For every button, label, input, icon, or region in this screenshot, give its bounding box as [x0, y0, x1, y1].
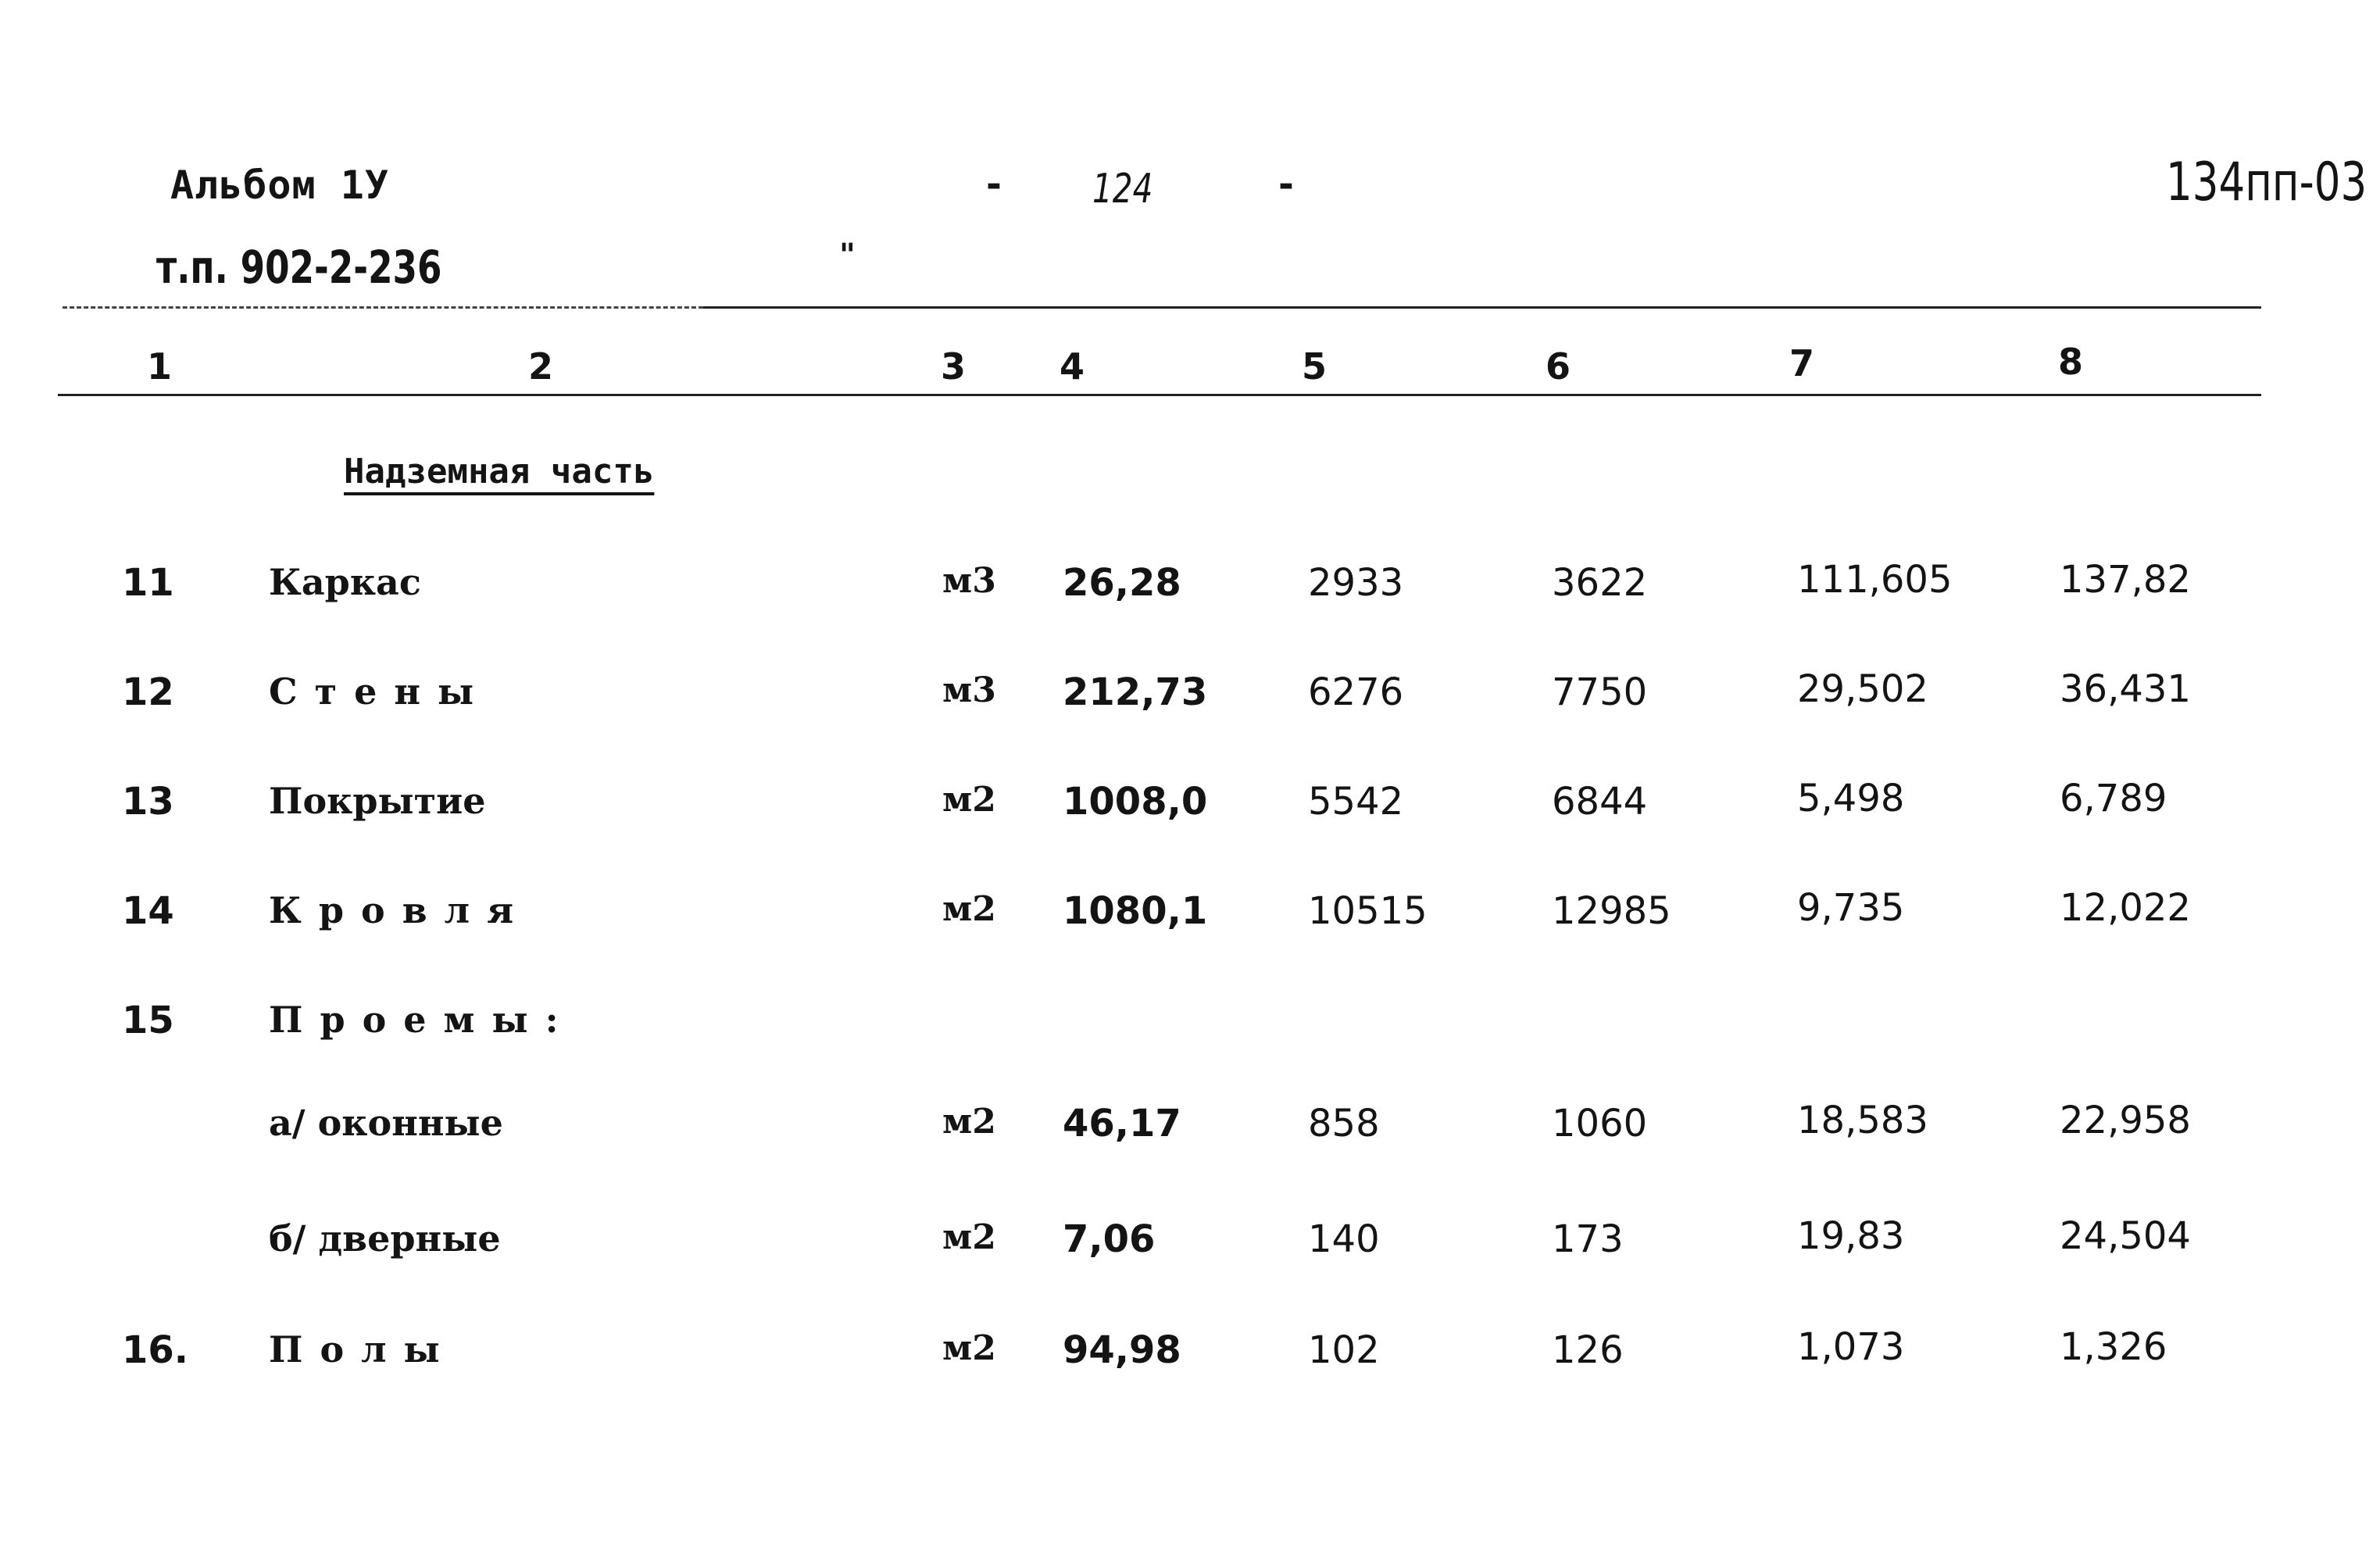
- row-unit: м3: [942, 670, 996, 710]
- row-number: 16.: [122, 1328, 189, 1372]
- cell-col-5: 102: [1308, 1328, 1380, 1372]
- row-number: 14: [122, 889, 174, 933]
- top-rule: [703, 306, 2261, 309]
- cell-col-6: 126: [1552, 1328, 1624, 1372]
- row-number: 12: [122, 670, 174, 714]
- cell-col-5: 2933: [1308, 561, 1404, 605]
- top-rule-left: [63, 306, 703, 309]
- album-label: Альбом 1У: [170, 163, 389, 208]
- column-number: 8: [2058, 341, 2084, 383]
- cell-col-7: 111,605: [1797, 558, 1953, 602]
- cell-col-5: 858: [1308, 1102, 1380, 1145]
- row-name: Покрытие: [269, 780, 486, 822]
- cell-col-6: 7750: [1552, 670, 1648, 714]
- cell-col-7: 19,83: [1797, 1214, 1905, 1258]
- row-unit: м2: [942, 889, 996, 929]
- cell-col-8: 22,958: [2060, 1099, 2191, 1142]
- cell-col-6: 173: [1552, 1217, 1624, 1261]
- cell-col-8: 24,504: [2060, 1214, 2191, 1258]
- row-name: Стены: [269, 670, 491, 713]
- cell-col-8: 36,431: [2060, 667, 2191, 711]
- cell-col-4: 94,98: [1063, 1328, 1181, 1372]
- row-unit: м2: [942, 780, 996, 820]
- row-number: 15: [122, 999, 174, 1042]
- cell-col-5: 5542: [1308, 780, 1404, 824]
- cell-col-4: 1008,0: [1063, 780, 1208, 824]
- column-number: 1: [147, 345, 173, 388]
- page-dash-right: -: [1278, 163, 1294, 206]
- row-name: Полы: [269, 1328, 457, 1371]
- column-number: 5: [1302, 345, 1328, 388]
- tick-mark: ": [839, 238, 856, 273]
- row-name: Каркас: [269, 561, 421, 603]
- row-name: а/ оконные: [269, 1102, 503, 1144]
- cell-col-7: 9,735: [1797, 886, 1905, 930]
- row-unit: м2: [942, 1217, 996, 1257]
- cell-col-4: 212,73: [1063, 670, 1208, 714]
- cell-col-8: 137,82: [2060, 558, 2191, 602]
- sheet-code: 134пп-03: [2166, 152, 2367, 213]
- column-number: 7: [1789, 342, 1815, 384]
- cell-col-6: 12985: [1552, 889, 1671, 933]
- column-number: 2: [528, 345, 554, 388]
- cell-col-7: 29,502: [1797, 667, 1928, 711]
- cell-col-4: 1080,1: [1063, 889, 1208, 933]
- column-number-rule: [58, 394, 2261, 396]
- cell-col-4: 46,17: [1063, 1102, 1181, 1145]
- cell-col-4: 7,06: [1063, 1217, 1156, 1261]
- row-name: б/ дверные: [269, 1217, 501, 1260]
- page-dash-left: -: [986, 163, 1002, 206]
- column-number: 6: [1546, 345, 1571, 388]
- row-unit: м2: [942, 1102, 996, 1142]
- column-number: 3: [941, 345, 967, 388]
- cell-col-6: 1060: [1552, 1102, 1648, 1145]
- cell-col-5: 10515: [1308, 889, 1428, 933]
- row-unit: м2: [942, 1328, 996, 1368]
- column-number: 4: [1060, 345, 1085, 388]
- row-name: Проемы:: [269, 999, 576, 1041]
- cell-col-8: 12,022: [2060, 886, 2191, 930]
- row-number: 11: [122, 561, 174, 605]
- cell-col-8: 6,789: [2060, 777, 2167, 820]
- cell-col-6: 3622: [1552, 561, 1648, 605]
- project-number: т.п. 902-2-236: [156, 241, 442, 294]
- row-unit: м3: [942, 561, 996, 601]
- row-number: 13: [122, 780, 174, 824]
- cell-col-7: 1,073: [1797, 1325, 1905, 1369]
- row-name: Кровля: [269, 889, 531, 931]
- cell-col-5: 140: [1308, 1217, 1380, 1261]
- cell-col-6: 6844: [1552, 780, 1648, 824]
- page-number: 124: [1092, 166, 1153, 213]
- cell-col-4: 26,28: [1063, 561, 1181, 605]
- cell-col-7: 18,583: [1797, 1099, 1928, 1142]
- cell-col-8: 1,326: [2060, 1325, 2167, 1369]
- cell-col-5: 6276: [1308, 670, 1404, 714]
- section-title: Надземная часть: [344, 452, 655, 491]
- cell-col-7: 5,498: [1797, 777, 1905, 820]
